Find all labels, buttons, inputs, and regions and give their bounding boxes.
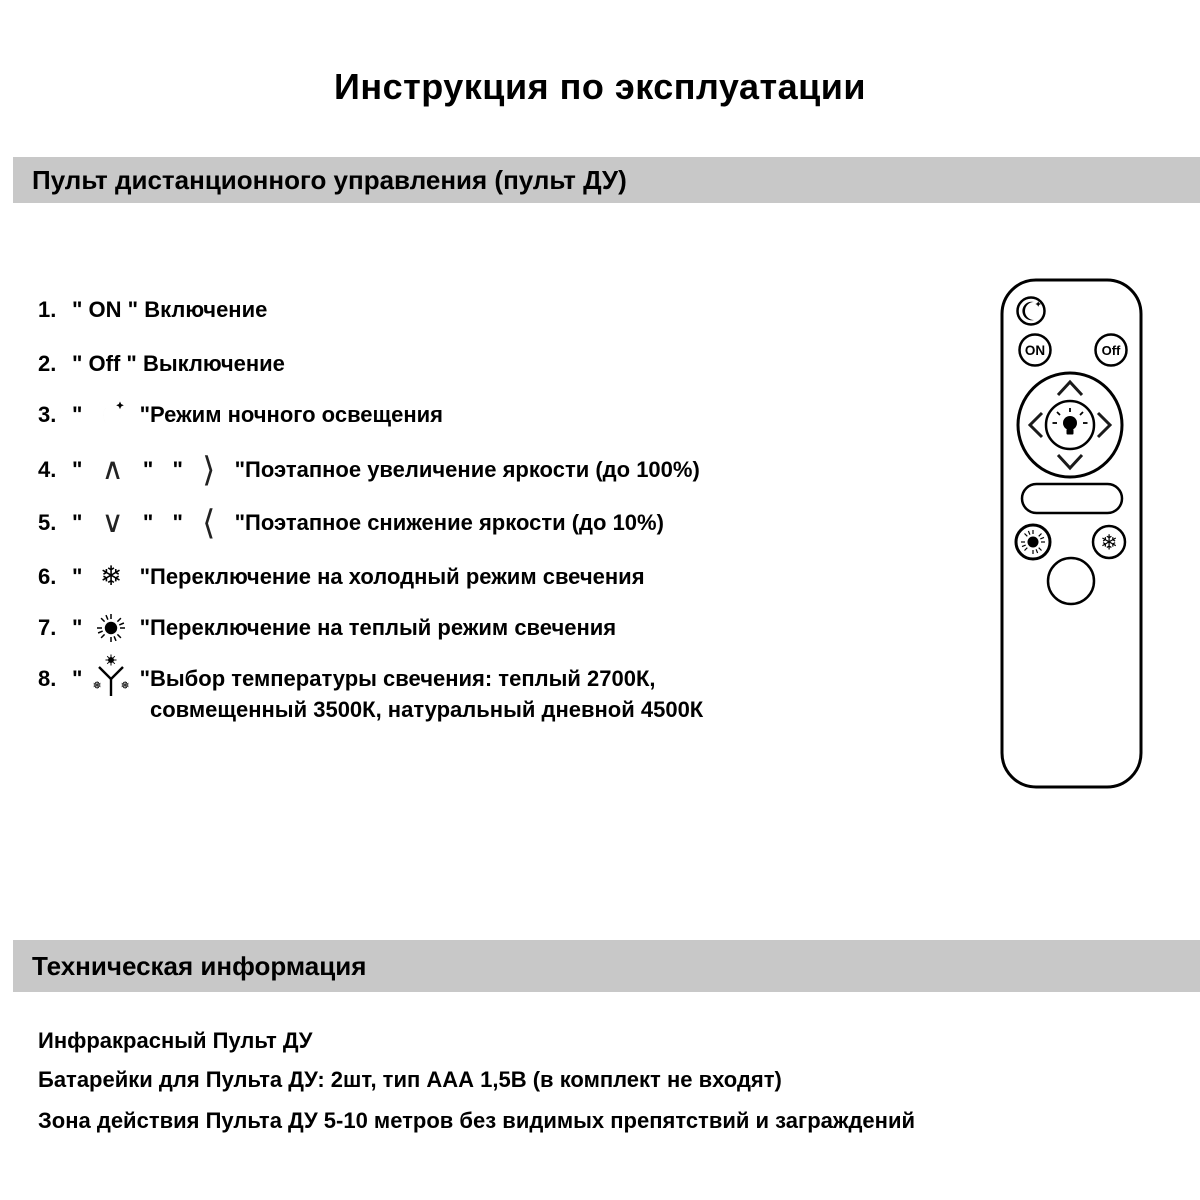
item-number: 6. [38,563,57,589]
remote-warm-button[interactable] [1016,525,1050,559]
quote-mark: " [139,563,150,589]
quote-mark: " [234,510,245,535]
tech-info-line: Батарейки для Пульта ДУ: 2шт, тип ААА 1,5В (в комплект не входят) [38,1067,782,1092]
item-text: Переключение на теплый режим свечения [150,615,617,640]
item-number: 4. [38,457,57,482]
item-number: 8. [38,666,57,691]
list-item-temp-select [38,663,703,725]
off-button-label: Off [1101,343,1121,358]
quote-mark: " [234,457,245,482]
chevron-up-icon: ∧ [101,452,124,487]
quote-mark: " [72,510,83,535]
chevron-right-icon: ⟩ [202,450,216,490]
item-number: 2. [38,351,57,376]
quote-mark: " [72,615,83,640]
list-item-warm-mode [38,611,616,645]
list-item-off [38,351,285,377]
quote-mark: " [72,457,83,482]
item-text-line2: совмещенный 3500К, натуральный дневной 4500К [150,697,704,722]
quote-mark: " [142,510,154,535]
mini-snowflake-icon: ❅ [120,678,130,692]
quote-mark: " [139,402,150,427]
sun-icon [1021,530,1045,554]
item-text: " Off " Выключение [72,351,285,376]
chevron-left-icon: ⟨ [202,503,216,543]
moon-icon [96,400,126,430]
list-item-cold-mode [38,562,645,591]
mini-snowflake-icon: ❅ [92,678,102,692]
quote-mark: " [172,457,183,482]
item-text-line1: Выбор температуры свечения: теплый 2700К, [150,666,656,691]
tech-info-line: Зона действия Пульта ДУ 5-10 метров без видимых препятствий и заграждений [38,1108,916,1133]
quote-mark: " [142,457,154,482]
temperature-select-icon [89,654,133,700]
item-text: Поэтапное увеличение яркости (до 100%) [245,457,700,482]
remote-control-diagram [1000,278,1143,789]
section-header-remote [13,157,1200,203]
list-item-brightness-up [38,450,700,490]
page-title: Инструкция по эксплуатации [333,66,867,107]
quote-mark: " [139,615,150,640]
item-number: 1. [38,297,57,322]
section-header-remote-label: Пульт дистанционного управления (пульт ДУ) [32,164,627,195]
quote-mark: " [139,665,150,691]
chevron-down-icon: ∨ [101,505,124,540]
item-text: Поэтапное снижение яркости (до 10%) [245,510,664,535]
item-number: 7. [38,615,57,640]
sun-icon [94,611,128,645]
item-number: 5. [38,510,57,535]
snowflake-icon: ❄ [1100,530,1118,555]
item-text: " ON " Включение [72,297,268,322]
section-header-tech-label: Техническая информация [32,950,367,981]
quote-mark: " [72,402,83,427]
item-number: 3. [38,402,57,427]
on-button-label: ON [1024,343,1046,358]
item-text: Переключение на холодный режим свечения [150,563,645,589]
item-text: Режим ночного освещения [150,402,443,427]
list-item-on [38,297,267,323]
snowflake-icon: ❄ [99,560,123,592]
section-header-tech [13,940,1200,992]
list-item-brightness-down [38,503,664,543]
quote-mark: " [172,510,183,535]
quote-mark: " [72,563,83,589]
list-item-night-mode [38,400,443,430]
tech-info-line: Инфракрасный Пульт ДУ [38,1028,313,1053]
quote-mark: " [72,665,83,691]
